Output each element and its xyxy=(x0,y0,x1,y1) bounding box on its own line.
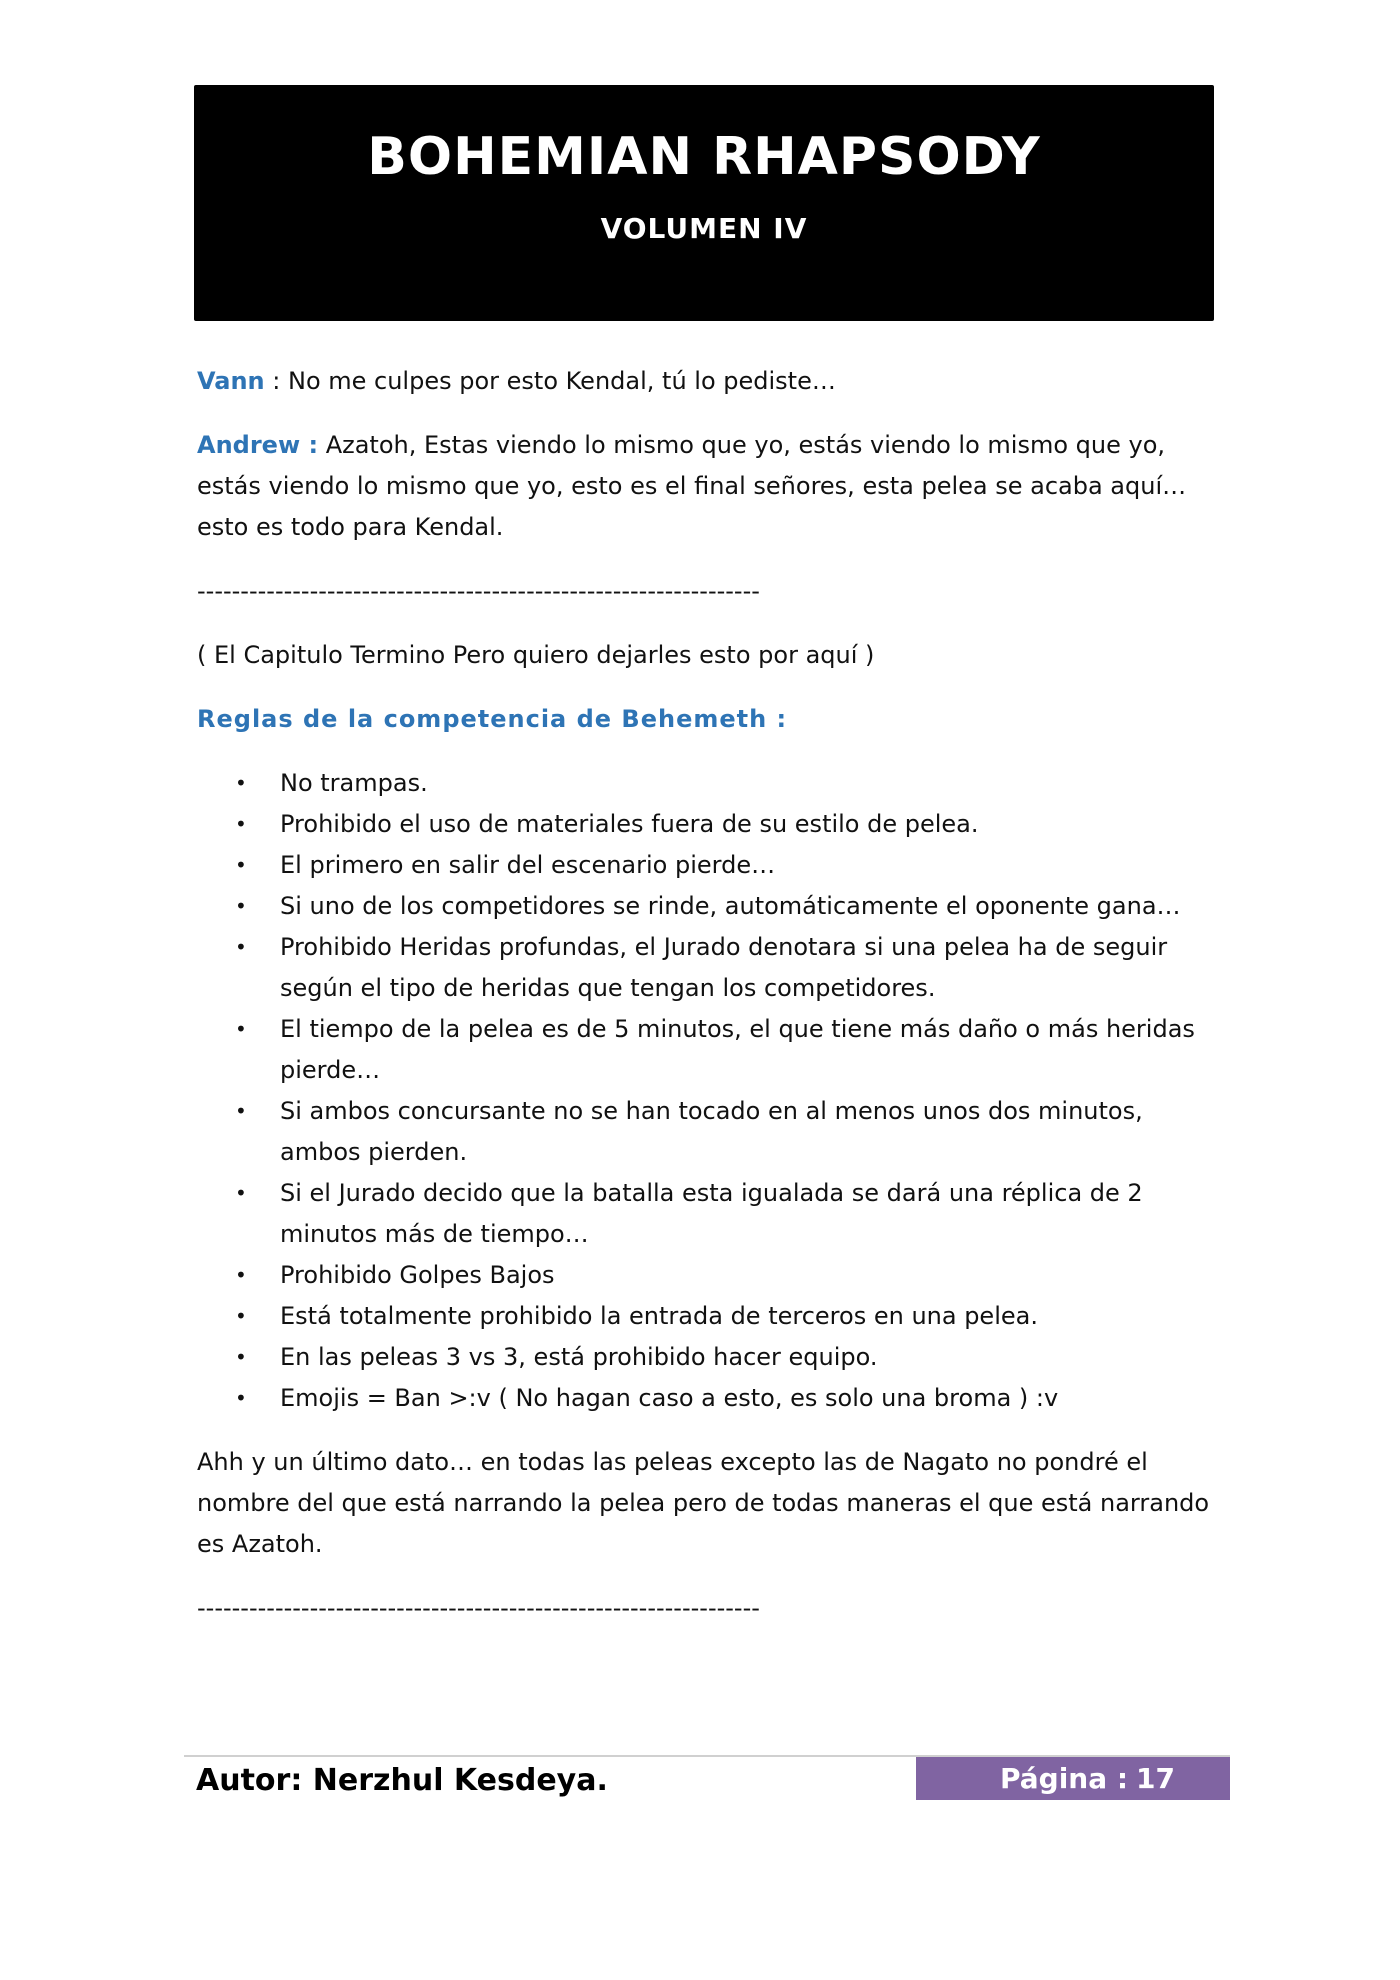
list-item xyxy=(197,927,1217,1009)
rule-text: En las peleas 3 vs 3, está prohibido hacer equipo. xyxy=(280,1343,878,1371)
chapter-note: ( El Capitulo Termino Pero quiero dejarles esto por aquí ) xyxy=(197,641,875,669)
page-footer xyxy=(184,1755,1230,1801)
list-item xyxy=(197,1337,1217,1378)
speaker-name-text: Andrew xyxy=(197,431,301,459)
bullet-icon: • xyxy=(235,1304,247,1328)
book-title: BOHEMIAN RHAPSODY xyxy=(367,127,1041,187)
list-item xyxy=(197,1296,1217,1337)
bullet-icon: • xyxy=(235,1263,247,1287)
rule-text: Prohibido el uso de materiales fuera de su estilo de pelea. xyxy=(280,810,979,838)
list-item xyxy=(197,1255,1217,1296)
list-item xyxy=(197,1378,1217,1419)
list-item xyxy=(197,1091,1217,1173)
bullet-icon: • xyxy=(235,935,247,959)
volume-subtitle: VOLUMEN IV xyxy=(600,212,808,245)
list-item xyxy=(197,1009,1217,1091)
rule-text: Si uno de los competidores se rinde, automáticamente el oponente gana… xyxy=(280,892,1181,920)
rule-text: El tiempo de la pelea es de 5 minutos, el que tiene más daño o más heridas pierde… xyxy=(280,1015,1195,1084)
list-item xyxy=(197,804,1217,845)
dialogue-text: No me culpes por esto Kendal, tú lo pediste… xyxy=(280,367,836,395)
bullet-icon: • xyxy=(235,1017,247,1041)
bullet-icon: • xyxy=(235,812,247,836)
list-item xyxy=(197,886,1217,927)
speaker-name xyxy=(197,431,318,459)
rules-heading: Reglas de la competencia de Behemeth : xyxy=(197,705,788,733)
rule-text: Si el Jurado decido que la batalla esta igualada se dará una réplica de 2 minutos más de tiempo… xyxy=(280,1179,1143,1248)
bullet-icon: • xyxy=(235,1345,247,1369)
bullet-icon: • xyxy=(235,1386,247,1410)
closing-note: Ahh y un último dato… en todas las peleas excepto las de Nagato no pondré el nombre del que está narrando la pelea pero de todas maneras el que está narrando es Azatoh. xyxy=(197,1448,1210,1558)
rule-text: Prohibido Heridas profundas, el Jurado denotara si una pelea ha de seguir según el tipo de heridas que tengan los competidores. xyxy=(280,933,1168,1002)
header-banner xyxy=(194,85,1214,321)
bullet-icon: • xyxy=(235,894,247,918)
speaker-name: Vann xyxy=(197,367,265,395)
page-label: Página : xyxy=(1000,1762,1129,1795)
bullet-icon: • xyxy=(235,771,247,795)
dialogue-text: Azatoh, Estas viendo lo mismo que yo, estás viendo lo mismo que yo, estás viendo lo mismo que yo, esto es el final señores, esta pelea se acaba aquí… esto es todo para Kendal. xyxy=(197,431,1187,541)
dialogue-line-andrew xyxy=(197,425,1217,548)
rule-text: Si ambos concursante no se han tocado en al menos unos dos minutos, ambos pierden. xyxy=(280,1097,1143,1166)
page-number: 17 xyxy=(1136,1762,1175,1795)
rules-list xyxy=(197,763,1217,1419)
bullet-icon: • xyxy=(235,853,247,877)
rule-text: No trampas. xyxy=(280,769,428,797)
bullet-icon: • xyxy=(235,1181,247,1205)
rule-text: Prohibido Golpes Bajos xyxy=(280,1261,555,1289)
rule-text: Está totalmente prohibido la entrada de terceros en una pelea. xyxy=(280,1302,1038,1330)
footer-author: Autor: Nerzhul Kesdeya. xyxy=(196,1763,608,1798)
list-item xyxy=(197,763,1217,804)
dialogue-line-vann xyxy=(197,361,1217,402)
separator-line-bottom: ----------------------------------------------------------------- xyxy=(197,1594,760,1622)
separator-line-top: ----------------------------------------------------------------- xyxy=(197,577,760,605)
rule-text: El primero en salir del escenario pierde… xyxy=(280,851,776,879)
page-content xyxy=(197,361,1217,1652)
list-item xyxy=(197,845,1217,886)
rule-text: Emojis = Ban >:v ( No hagan caso a esto, es solo una broma ) :v xyxy=(280,1384,1059,1412)
list-item xyxy=(197,1173,1217,1255)
speaker-separator: : xyxy=(300,431,319,459)
page-number-box xyxy=(916,1757,1230,1800)
bullet-icon: • xyxy=(235,1099,247,1123)
speaker-separator: : xyxy=(264,367,281,395)
